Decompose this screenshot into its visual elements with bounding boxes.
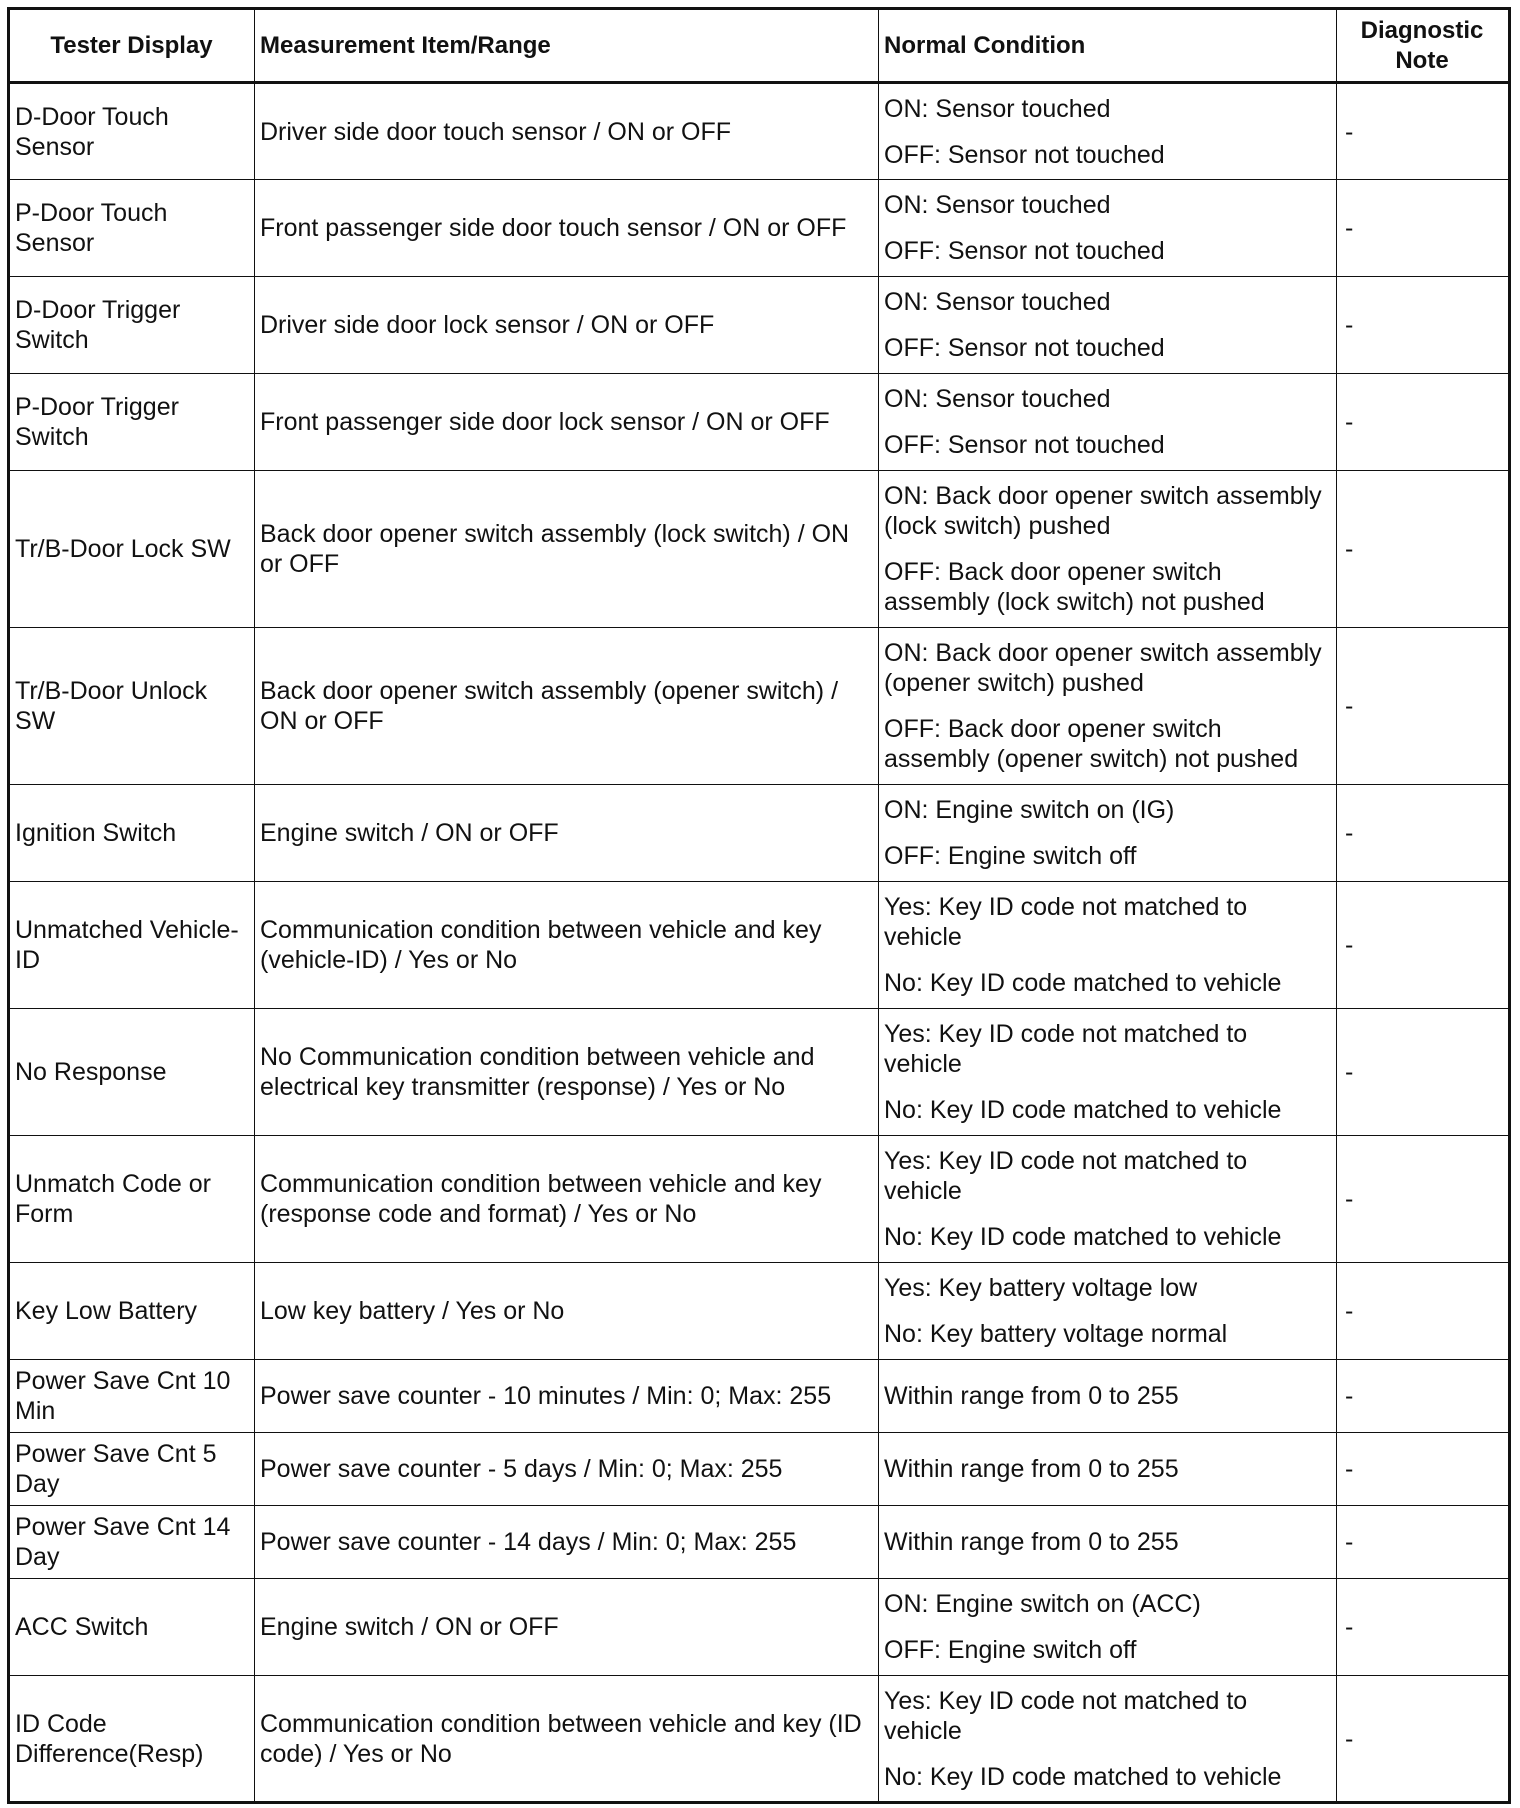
condition-off-text: OFF: Engine switch off — [884, 842, 1137, 870]
table-row — [9, 180, 1510, 277]
table-row — [9, 1676, 1510, 1803]
header-measurement: Measurement Item/Range — [255, 9, 879, 83]
diagnostic-note-cell: - — [1337, 471, 1510, 628]
normal-condition-cell — [879, 1579, 1337, 1676]
table-row — [9, 1136, 1510, 1263]
normal-condition-cell — [879, 785, 1337, 882]
condition-off-text: OFF: Sensor not touched — [884, 140, 1165, 169]
condition-on-text: Yes: Key ID code not matched to vehicle — [884, 1686, 1248, 1745]
diagnostic-note-cell: - — [1337, 1676, 1510, 1803]
diagnostic-note-cell: - — [1337, 1009, 1510, 1136]
normal-condition-cell: Within range from 0 to 255 — [879, 1433, 1337, 1506]
tester-display-cell: P-Door Touch Sensor — [9, 180, 255, 277]
diagnostic-note-cell: - — [1337, 1136, 1510, 1263]
diagnostic-note-cell: - — [1337, 882, 1510, 1009]
tester-display-cell: ID Code Difference(Resp) — [9, 1676, 255, 1803]
measurement-cell: Driver side door lock sensor / ON or OFF — [255, 277, 879, 374]
tester-display-cell: Tr/B-Door Lock SW — [9, 471, 255, 628]
diagnostic-note-cell: - — [1337, 785, 1510, 882]
condition-on-text: ON: Sensor touched — [884, 94, 1111, 123]
tester-display-cell: ACC Switch — [9, 1579, 255, 1676]
measurement-cell: Front passenger side door touch sensor / ON or OFF — [255, 180, 879, 277]
table-row — [9, 1579, 1510, 1676]
diagnostic-note-cell: - — [1337, 1263, 1510, 1360]
normal-condition-cell — [879, 471, 1337, 628]
tester-display-cell: Unmatched Vehicle-ID — [9, 882, 255, 1009]
tester-display-cell: P-Door Trigger Switch — [9, 374, 255, 471]
tester-display-cell: Power Save Cnt 10 Min — [9, 1360, 255, 1433]
tester-display-cell: D-Door Trigger Switch — [9, 277, 255, 374]
normal-condition-cell — [879, 1263, 1337, 1360]
tester-display-cell: Power Save Cnt 5 Day — [9, 1433, 255, 1506]
tester-display-cell: Ignition Switch — [9, 785, 255, 882]
measurement-cell: Engine switch / ON or OFF — [255, 785, 879, 882]
diagnostic-note-cell: - — [1337, 374, 1510, 471]
measurement-cell: Communication condition between vehicle and key (response code and format) / Yes or No — [255, 1136, 879, 1263]
measurement-cell: Communication condition between vehicle and key (vehicle-ID) / Yes or No — [255, 882, 879, 1009]
condition-on-text: Yes: Key ID code not matched to vehicle — [884, 893, 1248, 951]
condition-off-text: OFF: Engine switch off — [884, 1636, 1137, 1664]
normal-condition-cell — [879, 1136, 1337, 1263]
tester-display-cell: Unmatch Code or Form — [9, 1136, 255, 1263]
condition-off-text: No: Key battery voltage normal — [884, 1320, 1228, 1348]
table-row — [9, 1263, 1510, 1360]
condition-off-text: OFF: Sensor not touched — [884, 334, 1165, 362]
table-row — [9, 471, 1510, 628]
condition-on-text: ON: Back door opener switch assembly (lock switch) pushed — [884, 482, 1322, 540]
table-row — [9, 1009, 1510, 1136]
table-row — [9, 1506, 1510, 1579]
normal-condition-cell: Within range from 0 to 255 — [879, 1360, 1337, 1433]
table-row — [9, 785, 1510, 882]
table-header-row — [9, 9, 1510, 83]
tester-display-cell: D-Door Touch Sensor — [9, 83, 255, 180]
condition-off-text: No: Key ID code matched to vehicle — [884, 1223, 1282, 1251]
normal-condition-cell: Within range from 0 to 255 — [879, 1506, 1337, 1579]
condition-off-text: OFF: Sensor not touched — [884, 431, 1165, 459]
normal-condition-cell — [879, 628, 1337, 785]
condition-off-text: No: Key ID code matched to vehicle — [884, 1762, 1282, 1791]
measurement-cell: Driver side door touch sensor / ON or OFF — [255, 83, 879, 180]
measurement-cell: Engine switch / ON or OFF — [255, 1579, 879, 1676]
condition-on-text: ON: Engine switch on (ACC) — [884, 1590, 1201, 1618]
condition-on-text: Yes: Key ID code not matched to vehicle — [884, 1147, 1248, 1205]
measurement-cell: Back door opener switch assembly (lock switch) / ON or OFF — [255, 471, 879, 628]
diagnostic-note-cell: - — [1337, 180, 1510, 277]
table-row — [9, 277, 1510, 374]
measurement-cell: Communication condition between vehicle and key (ID code) / Yes or No — [255, 1676, 879, 1803]
condition-on-text: ON: Back door opener switch assembly (opener switch) pushed — [884, 639, 1322, 697]
diagnostic-note-cell: - — [1337, 1506, 1510, 1579]
measurement-cell: Back door opener switch assembly (opener switch) / ON or OFF — [255, 628, 879, 785]
measurement-cell: Power save counter - 10 minutes / Min: 0; Max: 255 — [255, 1360, 879, 1433]
diagnostic-note-cell: - — [1337, 1579, 1510, 1676]
header-normal-condition: Normal Condition — [879, 9, 1337, 83]
table-row — [9, 374, 1510, 471]
normal-condition-cell — [879, 882, 1337, 1009]
table-row — [9, 628, 1510, 785]
header-diagnostic-note: Diagnostic Note — [1337, 9, 1510, 83]
normal-condition-cell — [879, 374, 1337, 471]
measurement-cell: No Communication condition between vehicle and electrical key transmitter (response) / Yes or No — [255, 1009, 879, 1136]
header-tester-display: Tester Display — [9, 9, 255, 83]
diagnostic-note-cell: - — [1337, 83, 1510, 180]
diagnostic-note-cell: - — [1337, 1360, 1510, 1433]
diagnostic-note-cell: - — [1337, 1433, 1510, 1506]
tester-display-cell: No Response — [9, 1009, 255, 1136]
condition-off-text: OFF: Back door opener switch assembly (opener switch) not pushed — [884, 715, 1299, 773]
measurement-cell: Low key battery / Yes or No — [255, 1263, 879, 1360]
normal-condition-cell — [879, 1009, 1337, 1136]
normal-condition-cell — [879, 277, 1337, 374]
diagnostic-data-table — [7, 7, 1511, 1804]
condition-on-text: ON: Sensor touched — [884, 191, 1111, 219]
tester-display-cell: Tr/B-Door Unlock SW — [9, 628, 255, 785]
condition-on-text: ON: Sensor touched — [884, 385, 1111, 413]
table-row — [9, 83, 1510, 180]
condition-off-text: OFF: Sensor not touched — [884, 237, 1165, 265]
condition-on-text: ON: Sensor touched — [884, 288, 1111, 316]
table-row — [9, 1433, 1510, 1506]
table-row — [9, 1360, 1510, 1433]
diagnostic-note-cell: - — [1337, 277, 1510, 374]
condition-off-text: OFF: Back door opener switch assembly (lock switch) not pushed — [884, 558, 1265, 616]
tester-display-cell: Power Save Cnt 14 Day — [9, 1506, 255, 1579]
condition-on-text: ON: Engine switch on (IG) — [884, 796, 1175, 824]
table-row — [9, 882, 1510, 1009]
measurement-cell: Power save counter - 5 days / Min: 0; Max: 255 — [255, 1433, 879, 1506]
measurement-cell: Front passenger side door lock sensor / ON or OFF — [255, 374, 879, 471]
measurement-cell: Power save counter - 14 days / Min: 0; Max: 255 — [255, 1506, 879, 1579]
condition-on-text: Yes: Key battery voltage low — [884, 1274, 1198, 1302]
condition-off-text: No: Key ID code matched to vehicle — [884, 1096, 1282, 1124]
condition-on-text: Yes: Key ID code not matched to vehicle — [884, 1020, 1248, 1078]
normal-condition-cell — [879, 1676, 1337, 1803]
tester-display-cell: Key Low Battery — [9, 1263, 255, 1360]
diagnostic-note-cell: - — [1337, 628, 1510, 785]
condition-off-text: No: Key ID code matched to vehicle — [884, 969, 1282, 997]
normal-condition-cell — [879, 83, 1337, 180]
normal-condition-cell — [879, 180, 1337, 277]
